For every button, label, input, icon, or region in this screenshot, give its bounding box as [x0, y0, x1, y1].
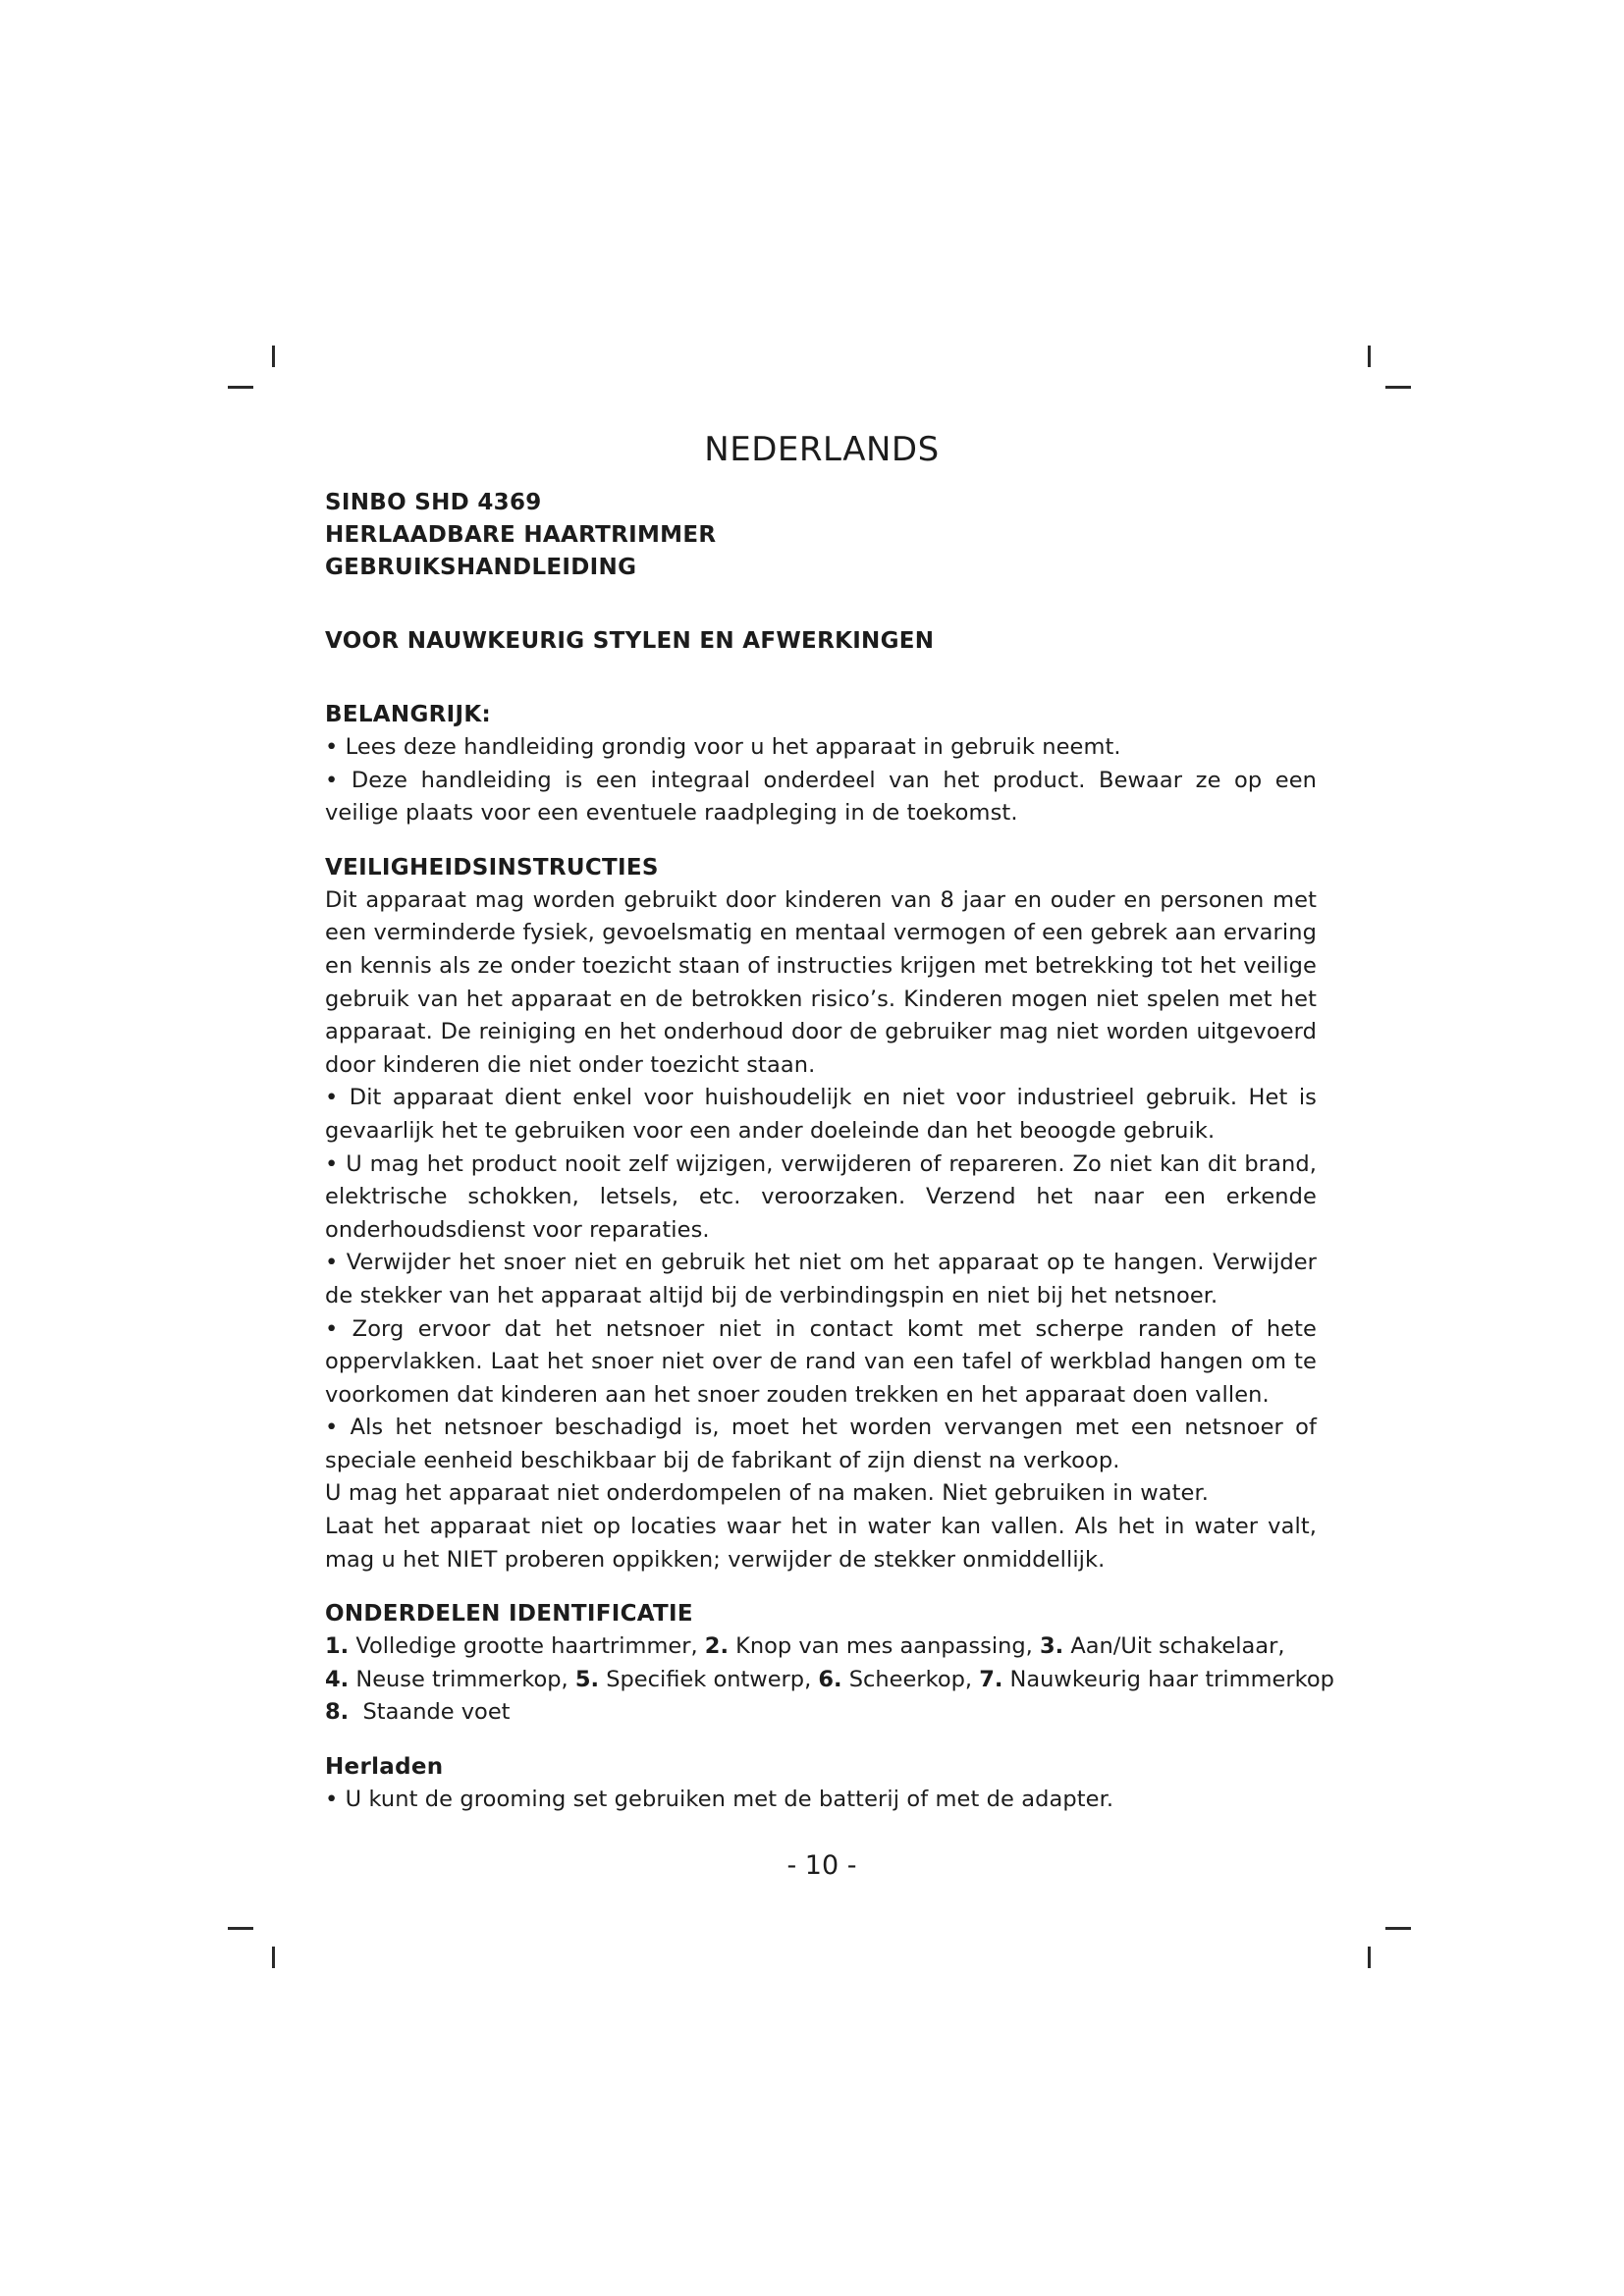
parts-line: [325, 1664, 1334, 1697]
parts-line: [325, 1696, 1317, 1730]
tagline: VOOR NAUWKEURIG STYLEN EN AFWERKINGEN: [325, 628, 935, 654]
part-label: Nauwkeurig haar trimmerkop: [1009, 1666, 1334, 1692]
safety-section: [325, 852, 1317, 1576]
parts-section: [325, 1598, 1334, 1730]
crop-mark-bottom-left-horizontal: [228, 1927, 253, 1930]
part-label: Volledige grootte haartrimmer,: [355, 1633, 698, 1660]
parts-heading: ONDERDELEN IDENTIFICATIE: [325, 1601, 693, 1628]
part-number: 8.: [325, 1699, 350, 1726]
important-item: • Lees deze handleiding grondig voor u het apparaat in gebruik neemt.: [325, 734, 1121, 760]
part-label: Staande voet: [362, 1699, 511, 1726]
crop-mark-top-right-horizontal: [1385, 386, 1411, 389]
recharge-item: • U kunt de grooming set gebruiken met de batterij of met de adapter.: [325, 1787, 1114, 1813]
manual-content: [325, 487, 1334, 1817]
recharge-heading: Herladen: [325, 1754, 444, 1781]
parts-line: [325, 1630, 1317, 1664]
part-label: Neuse trimmerkop,: [355, 1666, 568, 1692]
part-label: Scheerkop,: [848, 1666, 973, 1692]
safety-heading: VEILIGHEIDSINSTRUCTIES: [325, 854, 659, 881]
important-heading: BELANGRIJK:: [325, 702, 491, 727]
document-type: GEBRUIKSHANDLEIDING: [325, 555, 637, 580]
safety-paragraph: Laat het apparaat niet op locaties waar het in water kan vallen. Als het in water valt, mag u het NIET proberen oppikken; verwijder de stekker onmiddellijk.: [325, 1514, 1317, 1573]
recharge-section: [325, 1751, 1317, 1817]
crop-mark-bottom-left-vertical: [272, 1947, 275, 1968]
page-number: - 10 -: [786, 1850, 857, 1881]
language-title: NEDERLANDS: [704, 430, 940, 469]
crop-mark-top-left-horizontal: [228, 386, 253, 389]
crop-mark-top-right-vertical: [1368, 346, 1371, 367]
part-label: Knop van mes aanpassing,: [735, 1633, 1033, 1660]
crop-mark-bottom-right-vertical: [1368, 1947, 1371, 1968]
part-label: Specifiek ontwerp,: [606, 1666, 812, 1692]
crop-mark-bottom-right-horizontal: [1385, 1927, 1411, 1930]
safety-paragraph: • Zorg ervoor dat het netsnoer niet in contact komt met scherpe randen of hete oppervlakken. Laat het snoer niet over de rand van een tafel of werkblad hangen om te voorkomen dat kinderen aan het snoer zouden trekken en het apparaat doen vallen.: [325, 1315, 1317, 1408]
important-section: [325, 699, 1317, 830]
safety-paragraph: • Verwijder het snoer niet en gebruik het niet om het apparaat op te hangen. Verwijder de stekker van het apparaat altijd bij de verbindingspin en niet bij het netsnoer.: [325, 1250, 1317, 1308]
safety-paragraph: Dit apparaat mag worden gebruikt door kinderen van 8 jaar en ouder en personen met een verminderde fysiek, gevoelsmatig en mentaal vermogen of een gebrek aan ervaring en kennis als ze onder toezicht staan of instructies krijgen met betrekking tot het veilige gebruik van het apparaat en de betrokken risico’s. Kinderen mogen niet spelen met het apparaat. De reiniging en het onderhoud door de gebruiker mag niet worden uitgevoerd door kinderen die niet onder toezicht staan.: [325, 886, 1317, 1078]
product-name: HERLAADBARE HAARTRIMMER: [325, 522, 717, 548]
part-number: 4.: [325, 1666, 350, 1692]
part-number: 2.: [704, 1633, 729, 1660]
safety-paragraph: U mag het apparaat niet onderdompelen of na maken. Niet gebruiken in water.: [325, 1480, 1209, 1507]
part-label: Aan/Uit schakelaar,: [1070, 1633, 1285, 1660]
important-item: • Deze handleiding is een integraal onderdeel van het product. Bewaar ze op een veilige plaats voor een eventuele raadpleging in de toekomst.: [325, 767, 1317, 827]
part-number: 6.: [818, 1666, 842, 1692]
document-header: [325, 487, 1317, 584]
safety-paragraph: • Als het netsnoer beschadigd is, moet het worden vervangen met een netsnoer of speciale eenheid beschikbaar bij de fabrikant of zijn dienst na verkoop.: [325, 1415, 1317, 1473]
part-number: 7.: [979, 1666, 1003, 1692]
model-name: SINBO SHD 4369: [325, 490, 542, 515]
crop-mark-top-left-vertical: [272, 346, 275, 367]
part-number: 5.: [574, 1666, 600, 1692]
part-number: 3.: [1039, 1633, 1064, 1660]
part-number: 1.: [325, 1633, 350, 1660]
safety-paragraph: • U mag het product nooit zelf wijzigen, verwijderen of repareren. Zo niet kan dit brand, elektrische schokken, letsels, etc. veroorzaken. Verzend het naar een erkende onderhoudsdienst voor reparaties.: [325, 1150, 1317, 1243]
safety-paragraph: • Dit apparaat dient enkel voor huishoudelijk en niet voor industrieel gebruik. Het is gevaarlijk het te gebruiken voor een ander doeleinde dan het beoogde gebruik.: [325, 1085, 1317, 1144]
